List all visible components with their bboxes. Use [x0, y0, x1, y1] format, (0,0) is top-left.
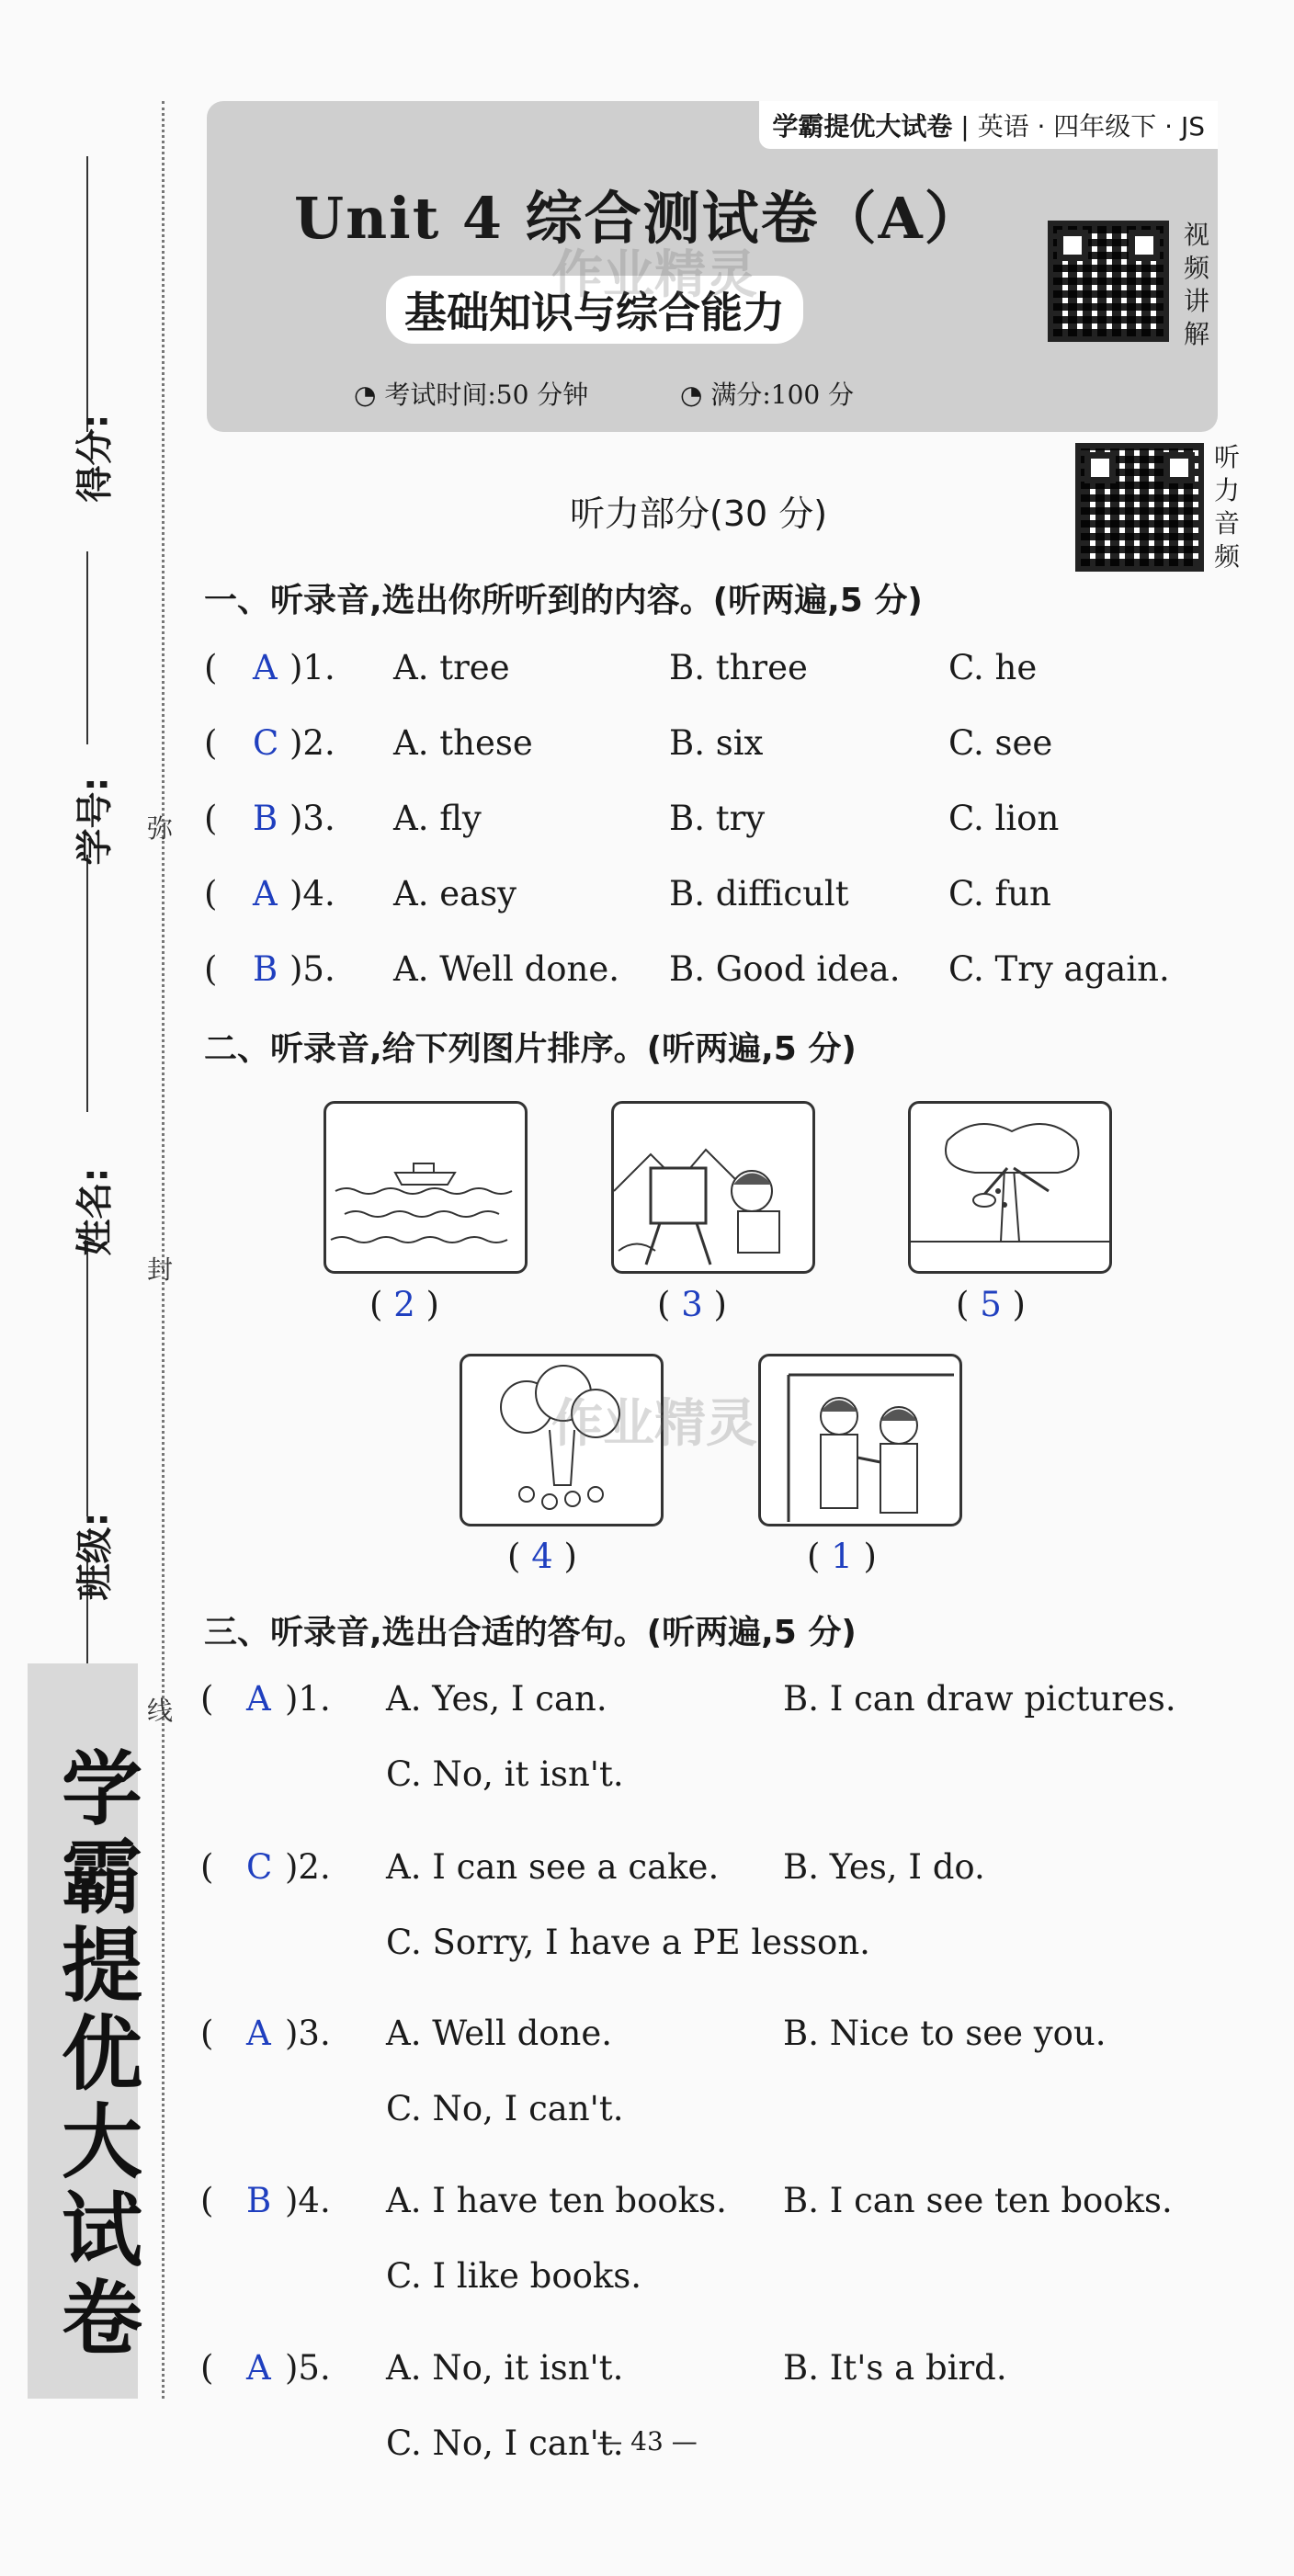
course-info: 英语 · 四年级下 · JS: [977, 111, 1205, 142]
q1-5-open-paren: (: [204, 949, 218, 989]
q1-1-answer: A: [253, 648, 278, 687]
score-label: 得分:: [74, 414, 117, 503]
q3-5-answer: A: [246, 2348, 271, 2388]
q3-3-option-c: C. No, I can't.: [386, 2089, 624, 2128]
q3-5-option-c: C. No, I can't.: [386, 2423, 624, 2463]
q3-1-open-paren: (: [200, 1679, 214, 1719]
q3-1-option-c: C. No, it isn't.: [386, 1754, 624, 1794]
q1-3-option-c: C. lion: [948, 799, 1060, 838]
q1-4-open-paren: (: [204, 874, 218, 914]
video-qr-code[interactable]: [1048, 221, 1169, 342]
q1-1-number: )1.: [289, 648, 335, 687]
pic-4-answer: ( 4 ): [507, 1537, 577, 1576]
q3-1-option-a: A. Yes, I can.: [386, 1679, 607, 1719]
qr-caption-audio: 听 力 音 频: [1213, 442, 1240, 572]
q1-5-number: )5.: [289, 949, 335, 989]
q1-1-option-c: C. he: [948, 648, 1038, 687]
brand-tab: 学霸提优大试卷 | 英语 · 四年级下 · JS: [759, 101, 1218, 149]
q3-5-option-b: B. It's a bird.: [783, 2348, 1007, 2388]
q1-4-option-b: B. difficult: [669, 874, 849, 914]
q1-2-open-paren: (: [204, 723, 218, 763]
full-score: ◔ 满分:100 分: [680, 380, 855, 410]
picture-boat: [324, 1101, 528, 1274]
page-number: — 43 —: [596, 2426, 698, 2457]
q1-4-number: )4.: [289, 874, 335, 914]
q3-3-answer: A: [246, 2014, 271, 2053]
pic-3-answer: ( 5 ): [956, 1285, 1026, 1324]
q1-4-option-a: A. easy: [393, 874, 517, 914]
q1-5-option-a: A. Well done.: [393, 949, 620, 989]
picture-painting: [611, 1101, 815, 1274]
seal-char-2: 封: [147, 1254, 174, 1285]
name-label: 姓名:: [74, 1167, 117, 1256]
q1-3-open-paren: (: [204, 799, 218, 838]
class-label: 班级:: [74, 1512, 117, 1601]
q3-5-number: )5.: [285, 2348, 331, 2388]
page-title: Unit 4 综合测试卷（A）: [294, 185, 983, 252]
q3-3-number: )3.: [285, 2014, 331, 2053]
q1-4-answer: A: [253, 874, 278, 914]
q1-1-option-a: A. tree: [393, 648, 510, 687]
brand-name: 学霸提优大试卷: [772, 111, 953, 142]
watermark: 作业精灵: [551, 245, 757, 305]
q3-4-option-c: C. I like books.: [386, 2256, 642, 2296]
watermark-2: 作业精灵: [551, 1394, 757, 1454]
pic-5-answer: ( 1 ): [807, 1537, 877, 1576]
q3-2-number: )2.: [285, 1847, 331, 1887]
spine-title: 学霸提优大试卷: [49, 1746, 144, 2364]
q1-1-open-paren: (: [204, 648, 218, 687]
q1-3-option-a: A. fly: [393, 799, 482, 838]
q1-2-number: )2.: [289, 723, 335, 763]
q3-2-option-c: C. Sorry, I have a PE lesson.: [386, 1923, 870, 1962]
q3-3-option-b: B. Nice to see you.: [783, 2014, 1107, 2053]
q1-2-option-c: C. see: [948, 723, 1053, 763]
pic-1-answer: ( 2 ): [369, 1285, 439, 1324]
q3-2-option-a: A. I can see a cake.: [386, 1847, 720, 1887]
q1-2-answer: C: [253, 723, 279, 763]
q3-1-option-b: B. I can draw pictures.: [783, 1679, 1176, 1719]
seal-char-3: 线: [147, 1696, 174, 1726]
listening-title: 听力部分(30 分): [570, 494, 828, 534]
student-id-label: 学号:: [74, 777, 117, 866]
q1-3-answer: B: [253, 799, 278, 838]
exam-time: ◔ 考试时间:50 分钟: [354, 380, 589, 410]
picture-bird-tree: [908, 1101, 1112, 1274]
q3-1-number: )1.: [285, 1679, 331, 1719]
q1-2-option-b: B. six: [669, 723, 764, 763]
q3-2-answer: C: [246, 1847, 273, 1887]
q1-3-number: )3.: [289, 799, 335, 838]
q3-4-number: )4.: [285, 2181, 331, 2220]
q3-5-option-a: A. No, it isn't.: [386, 2348, 624, 2388]
q3-2-open-paren: (: [200, 1847, 214, 1887]
seal-char-1: 弥: [147, 813, 174, 844]
q3-4-answer: B: [246, 2181, 272, 2220]
section-3-heading: 三、听录音,选出合适的答句。(听两遍,5 分): [204, 1614, 857, 1651]
q1-5-option-c: C. Try again.: [948, 949, 1170, 989]
q1-4-option-c: C. fun: [948, 874, 1051, 914]
q1-5-option-b: B. Good idea.: [669, 949, 901, 989]
q3-1-answer: A: [246, 1679, 271, 1719]
q1-1-option-b: B. three: [669, 648, 808, 687]
section-2-heading: 二、听录音,给下列图片排序。(听两遍,5 分): [204, 1030, 857, 1068]
q1-3-option-b: B. try: [669, 799, 766, 838]
q1-2-option-a: A. these: [393, 723, 533, 763]
qr-caption-video: 视 频 讲 解: [1183, 220, 1209, 349]
picture-greeting: [758, 1354, 962, 1526]
q3-3-option-a: A. Well done.: [386, 2014, 613, 2053]
q3-4-open-paren: (: [200, 2181, 214, 2220]
q3-4-option-a: A. I have ten books.: [386, 2181, 727, 2220]
page-subtitle: 基础知识与综合能力: [386, 276, 803, 344]
audio-qr-code[interactable]: [1075, 443, 1204, 572]
q1-5-answer: B: [253, 949, 278, 989]
pic-2-answer: ( 3 ): [657, 1285, 727, 1324]
q3-5-open-paren: (: [200, 2348, 214, 2388]
q3-2-option-b: B. Yes, I do.: [783, 1847, 985, 1887]
section-1-heading: 一、听录音,选出你所听到的内容。(听两遍,5 分): [204, 582, 923, 619]
q3-4-option-b: B. I can see ten books.: [783, 2181, 1173, 2220]
q3-3-open-paren: (: [200, 2014, 214, 2053]
